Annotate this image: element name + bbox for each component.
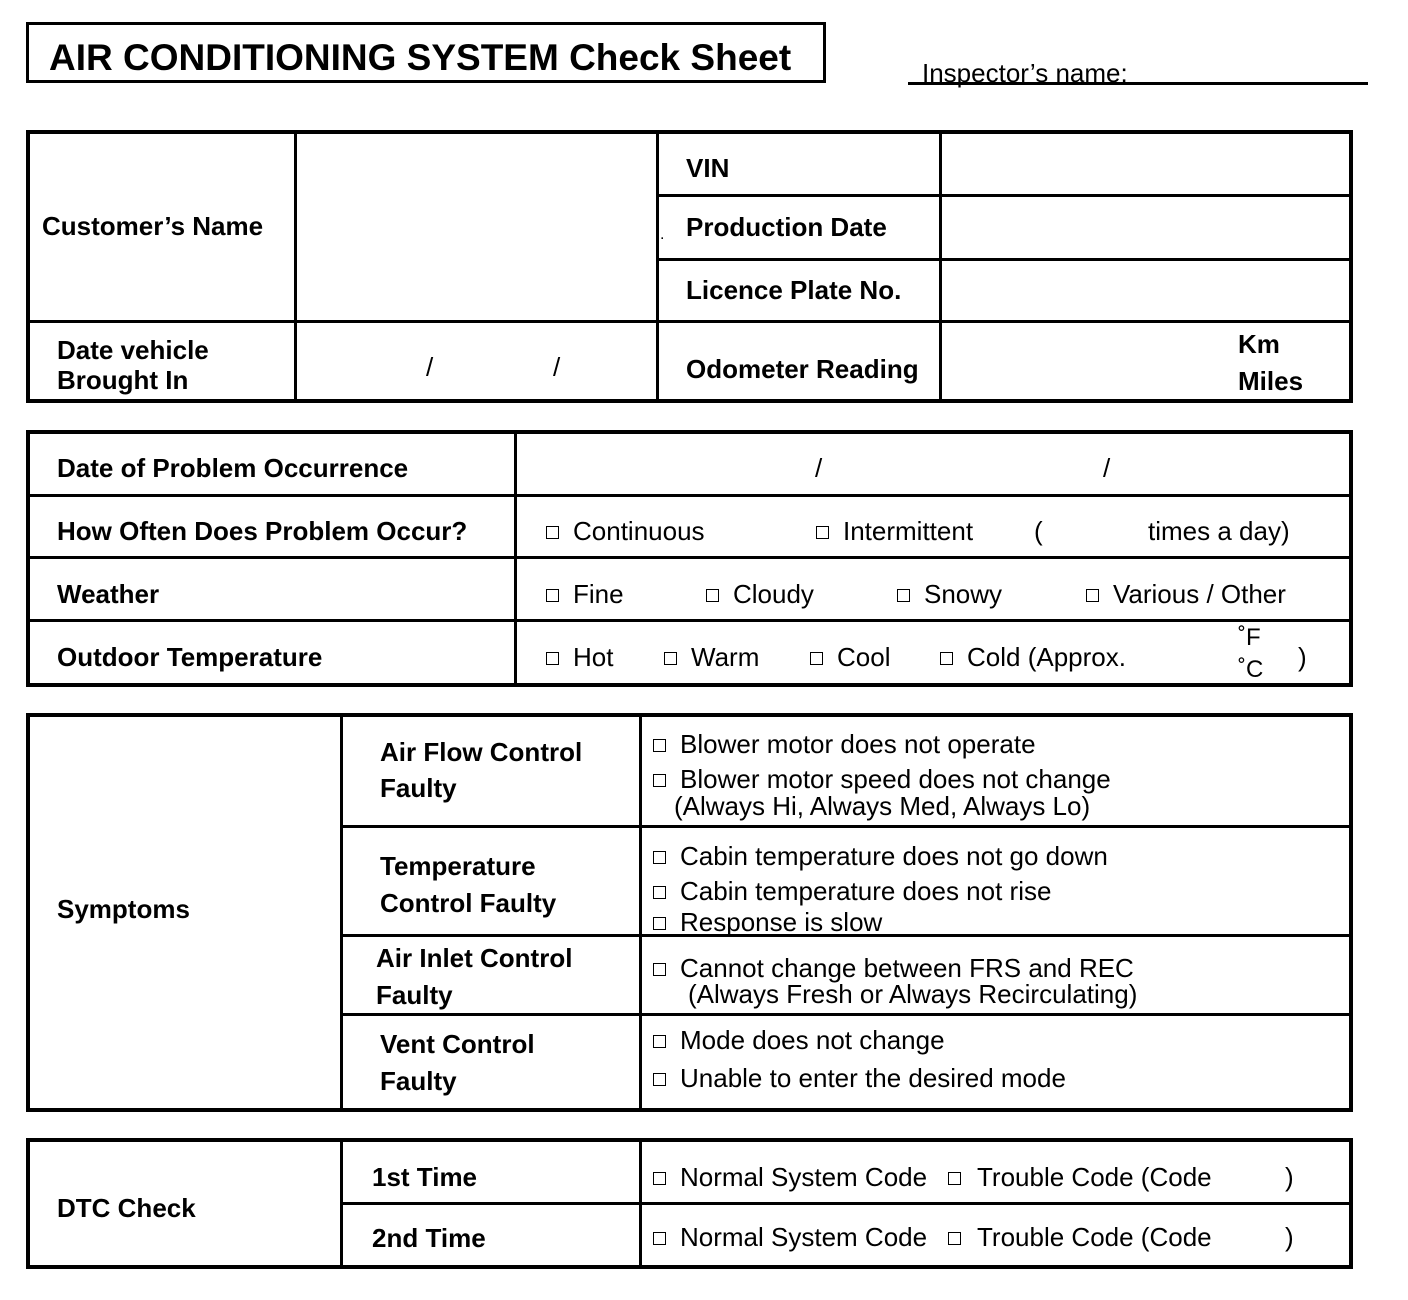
customer-name-field[interactable] xyxy=(298,134,654,320)
divider xyxy=(939,130,942,403)
checkbox[interactable] xyxy=(940,652,953,665)
open-paren: ( xyxy=(1034,516,1043,546)
customer-name-label: Customer’s Name xyxy=(42,211,264,241)
temp-control-label-1: Temperature xyxy=(380,851,536,881)
weather-fine[interactable]: Fine xyxy=(546,579,624,610)
divider xyxy=(26,556,1353,559)
production-date-field[interactable] xyxy=(943,197,1349,258)
date-brought-in-field[interactable] xyxy=(298,324,654,399)
dtc-first-label: 1st Time xyxy=(372,1162,478,1192)
checkbox[interactable] xyxy=(816,526,829,539)
option-intermittent[interactable]: Intermittent xyxy=(816,516,973,547)
option-continuous[interactable]: Continuous xyxy=(546,516,705,547)
production-date-label: Production Date xyxy=(686,212,887,242)
symptom-cabin-not-down[interactable]: Cabin temperature does not go down xyxy=(651,841,1108,872)
problem-date-field[interactable] xyxy=(518,434,1349,494)
symptoms-label: Symptoms xyxy=(57,894,190,924)
checkbox[interactable] xyxy=(546,652,559,665)
licence-plate-label: Licence Plate No. xyxy=(686,275,902,305)
checkbox[interactable] xyxy=(546,589,559,602)
checkbox[interactable] xyxy=(653,739,666,752)
checkbox[interactable] xyxy=(653,851,666,864)
vent-control-label-1: Vent Control xyxy=(380,1029,535,1059)
divider xyxy=(656,130,659,403)
close-paren: ) xyxy=(1285,1222,1294,1252)
unit-fahrenheit: ˚F xyxy=(1238,624,1261,651)
divider xyxy=(340,1013,1353,1016)
checkbox[interactable] xyxy=(546,526,559,539)
checkbox[interactable] xyxy=(948,1172,961,1185)
unit-celsius: ˚C xyxy=(1238,656,1264,683)
divider xyxy=(294,130,297,403)
symptom-unable-enter-mode[interactable]: Unable to enter the desired mode xyxy=(651,1063,1066,1094)
title-box xyxy=(26,22,826,83)
inspector-name-line[interactable] xyxy=(908,82,1368,85)
date-brought-in-label-2: Brought In xyxy=(57,365,189,395)
symptom-frs-rec[interactable]: Cannot change between FRS and REC xyxy=(651,953,1134,984)
weather-label: Weather xyxy=(57,579,160,609)
checkbox[interactable] xyxy=(664,652,677,665)
dtc-second-label: 2nd Time xyxy=(372,1223,486,1253)
checkbox[interactable] xyxy=(897,589,910,602)
weather-snowy[interactable]: Snowy xyxy=(897,579,1002,610)
close-paren: ) xyxy=(1298,642,1307,672)
symptom-cabin-not-rise[interactable]: Cabin temperature does not rise xyxy=(651,876,1051,907)
divider xyxy=(340,1202,1353,1205)
dtc-first-normal[interactable]: Normal System Code xyxy=(651,1162,927,1193)
air-inlet-label-2: Faulty xyxy=(376,980,453,1010)
problem-date-label: Date of Problem Occurrence xyxy=(57,453,409,483)
symptom-mode-not-change[interactable]: Mode does not change xyxy=(651,1025,945,1056)
divider xyxy=(340,825,1353,828)
unit-km: Km xyxy=(1238,329,1280,359)
air-flow-note: (Always Hi, Always Med, Always Lo) xyxy=(674,791,1091,821)
checkbox[interactable] xyxy=(653,1073,666,1086)
temp-control-label-2: Control Faulty xyxy=(380,888,557,918)
checkbox[interactable] xyxy=(653,1172,666,1185)
divider xyxy=(26,494,1353,497)
date-separator: / xyxy=(426,352,434,382)
dtc-first-trouble[interactable]: Trouble Code (Code xyxy=(948,1162,1212,1193)
checkbox[interactable] xyxy=(653,1035,666,1048)
temp-hot[interactable]: Hot xyxy=(546,642,613,673)
temp-cool[interactable]: Cool xyxy=(810,642,890,673)
symptom-blower-not-operate[interactable]: Blower motor does not operate xyxy=(651,729,1036,760)
dtc-second-trouble[interactable]: Trouble Code (Code xyxy=(948,1222,1212,1253)
times-a-day-label: times a day) xyxy=(1148,516,1290,546)
checkbox[interactable] xyxy=(653,886,666,899)
air-inlet-label-1: Air Inlet Control xyxy=(376,943,573,973)
divider xyxy=(26,320,1353,323)
divider xyxy=(26,619,1353,622)
odometer-label: Odometer Reading xyxy=(686,354,919,384)
dtc-check-label: DTC Check xyxy=(57,1193,196,1223)
stray-dot: . xyxy=(660,226,665,243)
date-separator: / xyxy=(1103,453,1111,483)
odometer-field[interactable] xyxy=(943,324,1349,399)
vent-control-label-2: Faulty xyxy=(380,1066,457,1096)
checkbox[interactable] xyxy=(810,652,823,665)
close-paren: ) xyxy=(1285,1162,1294,1192)
how-often-label: How Often Does Problem Occur? xyxy=(57,516,468,546)
date-separator: / xyxy=(553,352,561,382)
checkbox[interactable] xyxy=(653,774,666,787)
inspector-name-label: Inspector’s name: xyxy=(922,58,1128,88)
checkbox[interactable] xyxy=(653,917,666,930)
weather-cloudy[interactable]: Cloudy xyxy=(706,579,814,610)
licence-plate-field[interactable] xyxy=(943,261,1349,320)
date-separator: / xyxy=(815,453,823,483)
checkbox[interactable] xyxy=(653,963,666,976)
temp-cold[interactable]: Cold (Approx. xyxy=(940,642,1126,673)
vin-label: VIN xyxy=(686,153,730,183)
outdoor-temp-label: Outdoor Temperature xyxy=(57,642,323,672)
symptom-response-slow[interactable]: Response is slow xyxy=(651,907,882,938)
checkbox[interactable] xyxy=(948,1232,961,1245)
air-inlet-note: (Always Fresh or Always Recirculating) xyxy=(688,979,1138,1009)
symptom-blower-speed[interactable]: Blower motor speed does not change xyxy=(651,764,1111,795)
air-flow-label-2: Faulty xyxy=(380,773,457,803)
unit-miles: Miles xyxy=(1238,366,1304,396)
dtc-second-normal[interactable]: Normal System Code xyxy=(651,1222,927,1253)
checkbox[interactable] xyxy=(653,1232,666,1245)
weather-various[interactable]: Various / Other xyxy=(1086,579,1286,610)
divider xyxy=(340,713,343,1112)
page-title: AIR CONDITIONING SYSTEM Check Sheet xyxy=(49,37,792,78)
checkbox[interactable] xyxy=(706,589,719,602)
checkbox[interactable] xyxy=(1086,589,1099,602)
date-brought-in-label-1: Date vehicle xyxy=(57,335,209,365)
air-flow-label-1: Air Flow Control xyxy=(380,737,583,767)
divider xyxy=(639,713,642,1112)
temp-warm[interactable]: Warm xyxy=(664,642,759,673)
vin-field[interactable] xyxy=(943,134,1349,194)
